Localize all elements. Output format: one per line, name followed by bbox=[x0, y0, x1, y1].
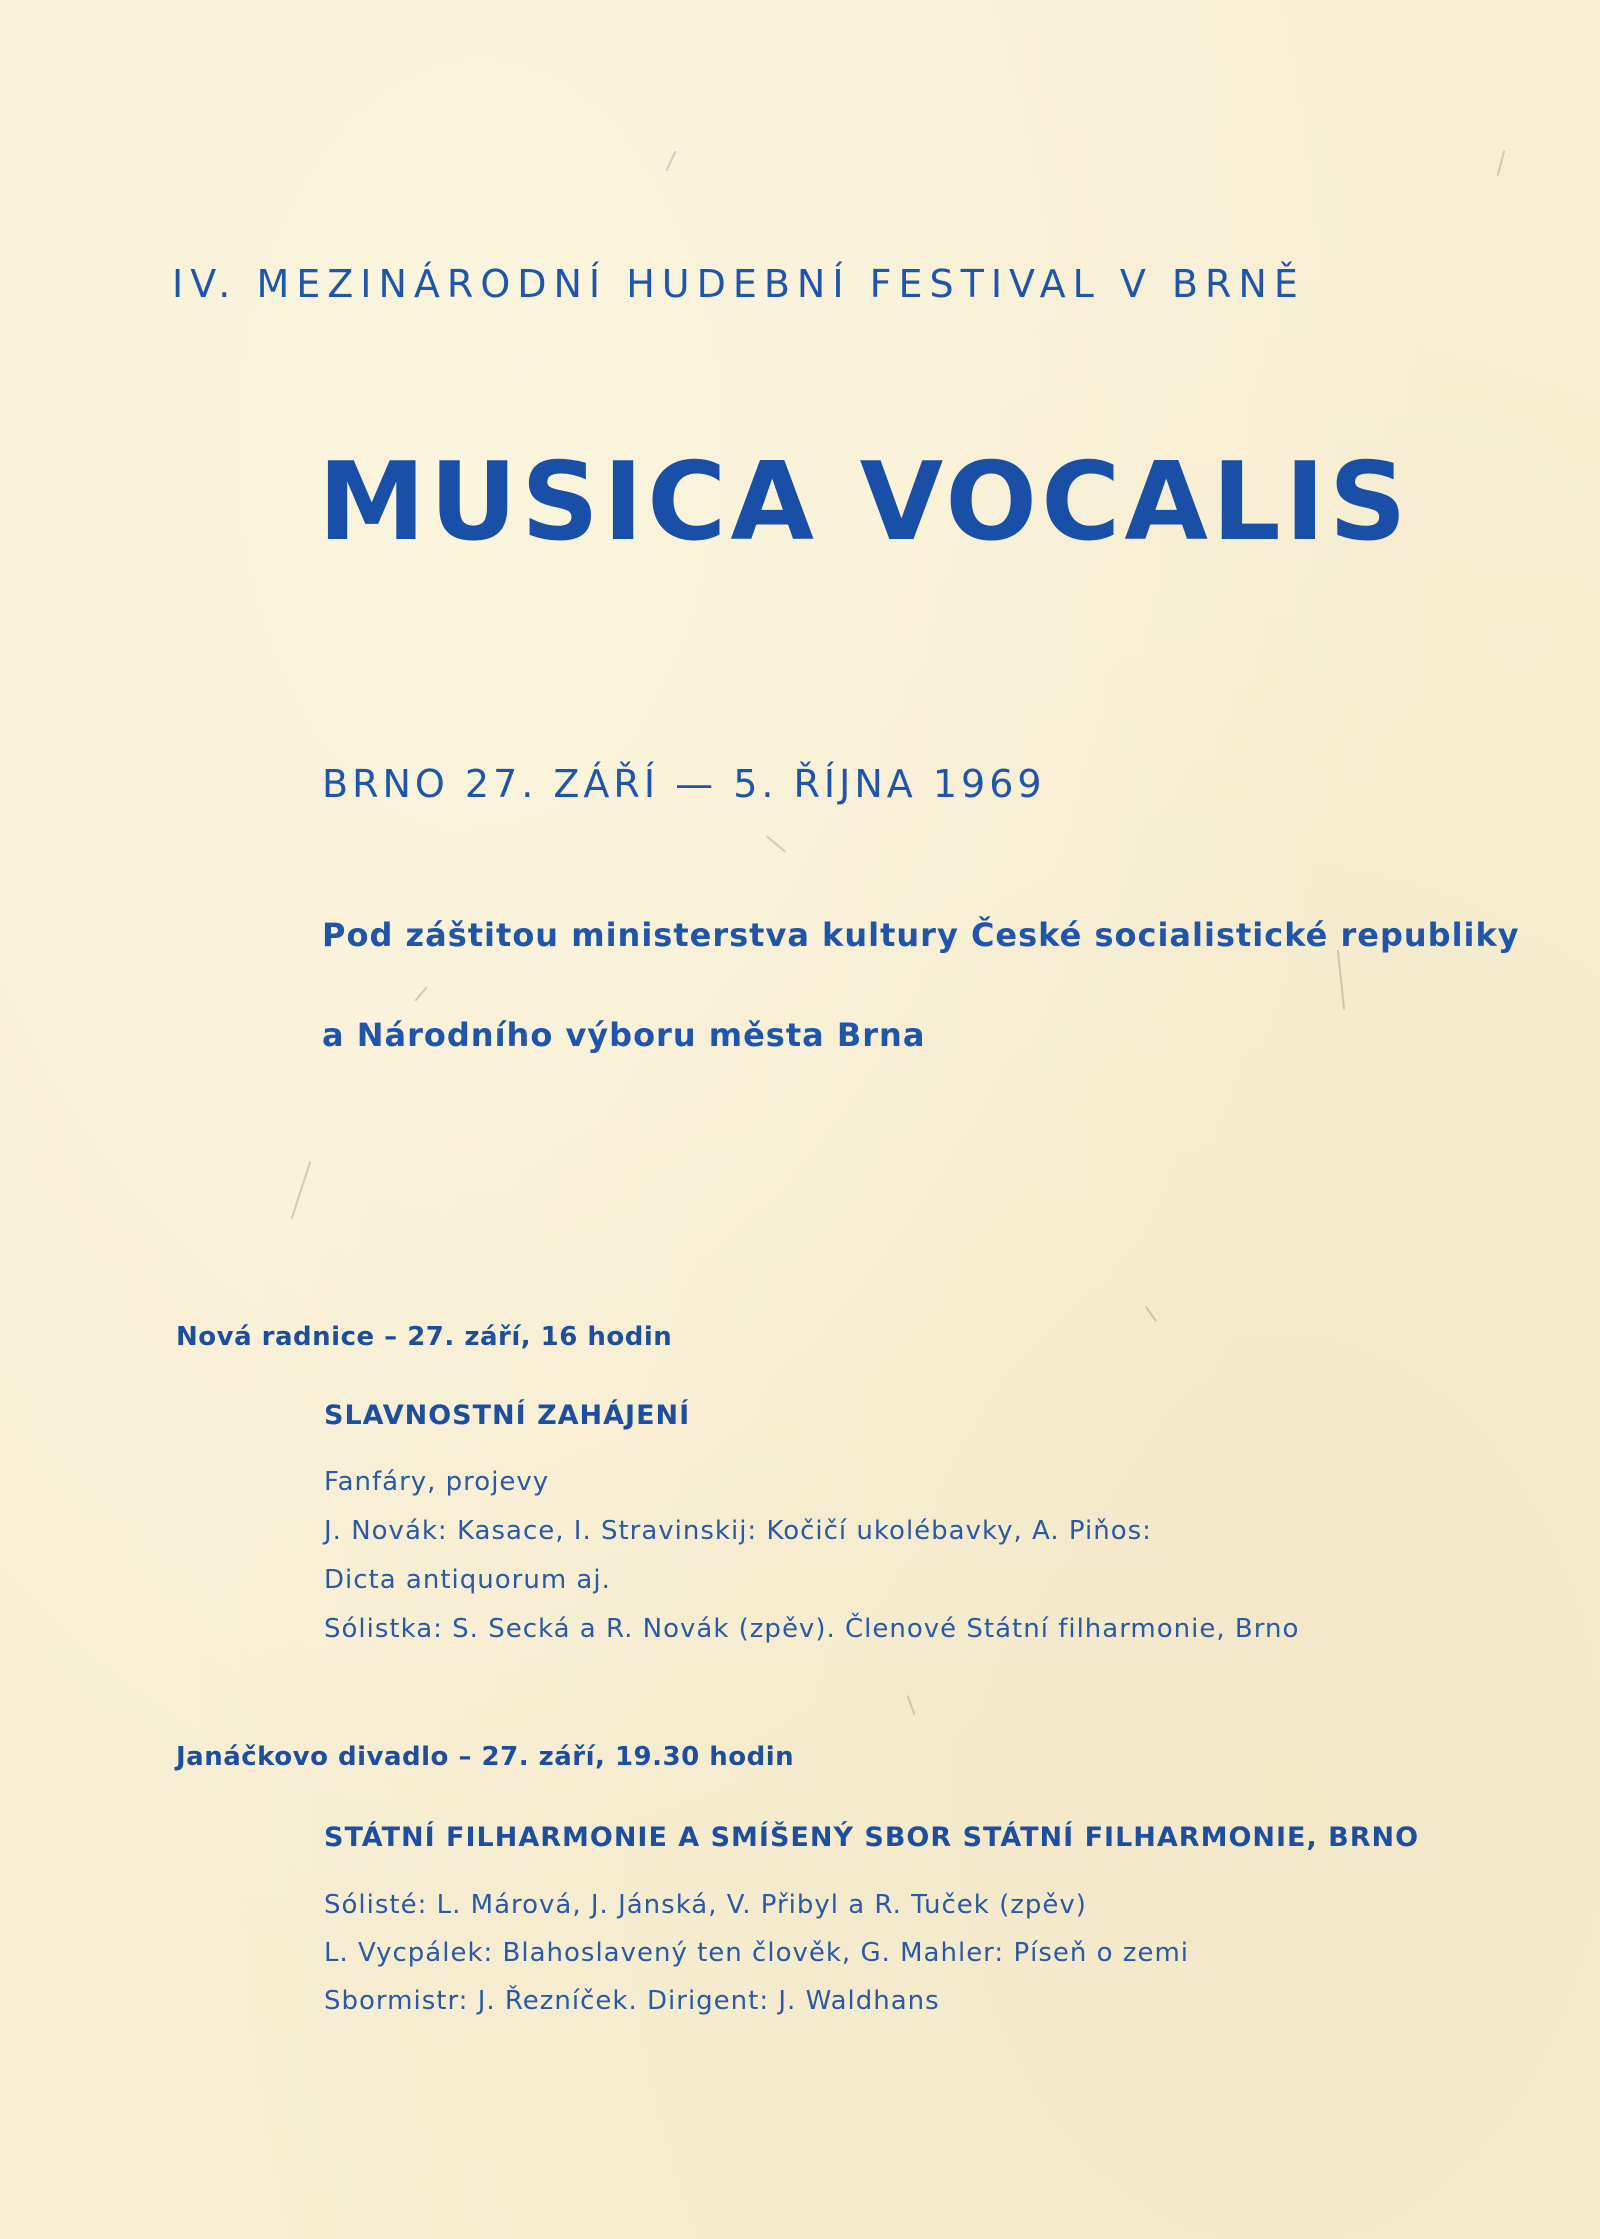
paper-fleck bbox=[907, 1695, 916, 1714]
event-venue: Nová radnice – 27. září, 16 hodin bbox=[176, 1322, 673, 1352]
event-program-title: STÁTNÍ FILHARMONIE A SMÍŠENÝ SBOR STÁTNÍ FILHARMONIE, BRNO bbox=[324, 1822, 1420, 1853]
event-program-title: SLAVNOSTNÍ ZAHÁJENÍ bbox=[324, 1400, 691, 1431]
event-detail: Sólisté: L. Márová, J. Jánská, V. Přibyl a R. Tuček (zpěv) bbox=[324, 1890, 1087, 1920]
paper-fleck bbox=[414, 986, 427, 1001]
paper-fleck bbox=[665, 151, 676, 172]
patronage-line-1: Pod záštitou ministerstva kultury České socialistické republiky bbox=[322, 916, 1520, 954]
paper-fleck bbox=[766, 836, 786, 853]
paper-fleck bbox=[291, 1161, 311, 1219]
festival-dates: BRNO 27. ZÁŘÍ — 5. ŘÍJNA 1969 bbox=[322, 762, 1046, 806]
festival-heading: IV. MEZINÁRODNÍ HUDEBNÍ FESTIVAL V BRNĚ bbox=[172, 262, 1305, 306]
paper-fleck bbox=[1497, 150, 1506, 176]
event-detail: Sbormistr: J. Řezníček. Dirigent: J. Waldhans bbox=[324, 1986, 940, 2016]
event-detail: J. Novák: Kasace, I. Stravinskij: Kočičí ukolébavky, A. Piňos: bbox=[324, 1516, 1152, 1546]
event-detail: Dicta antiquorum aj. bbox=[324, 1565, 611, 1595]
event-venue: Janáčkovo divadlo – 27. září, 19.30 hodin bbox=[176, 1742, 795, 1772]
event-detail: Fanfáry, projevy bbox=[324, 1467, 550, 1497]
page-title: MUSICA VOCALIS bbox=[318, 440, 1411, 565]
paper-fleck bbox=[1145, 1306, 1157, 1322]
patronage-line-2: a Národního výboru města Brna bbox=[322, 1016, 926, 1054]
event-detail: L. Vycpálek: Blahoslavený ten člověk, G. Mahler: Píseň o zemi bbox=[324, 1938, 1189, 1968]
paper-fleck bbox=[1337, 950, 1345, 1010]
event-detail: Sólistka: S. Secká a R. Novák (zpěv). Členové Státní filharmonie, Brno bbox=[324, 1614, 1300, 1644]
